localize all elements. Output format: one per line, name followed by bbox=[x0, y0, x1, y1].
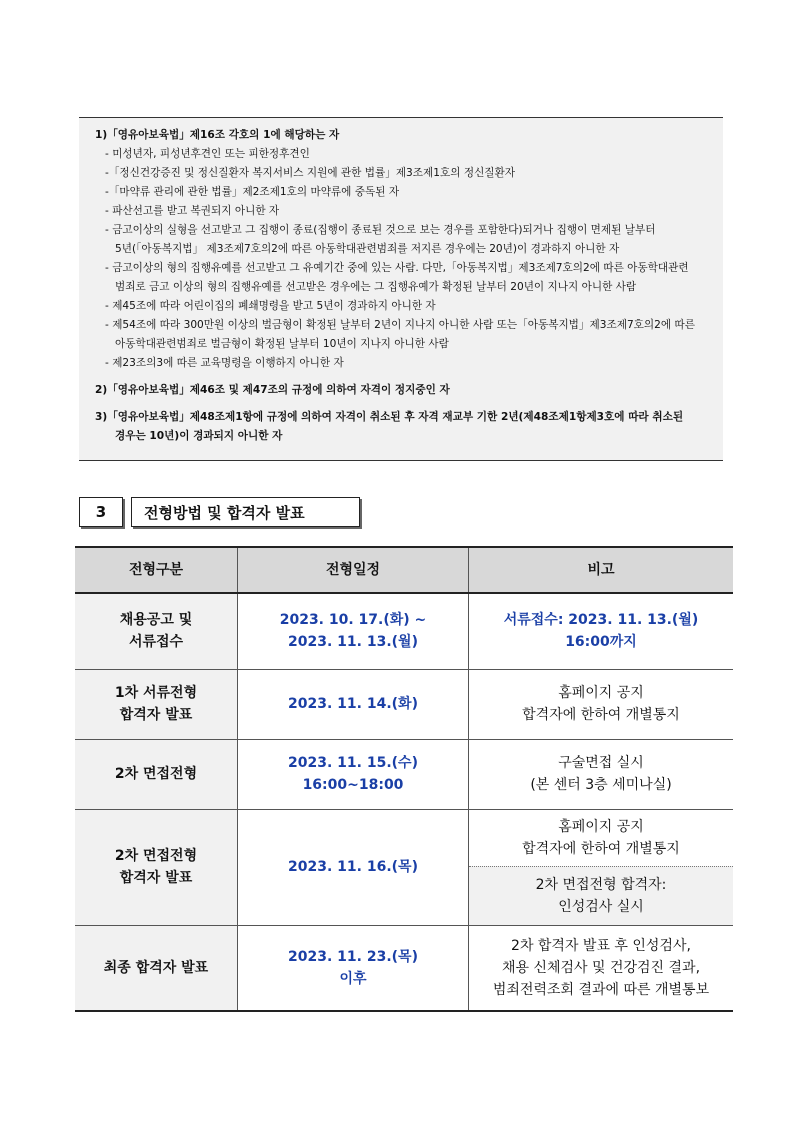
stage-cell: 채용공고 및 서류접수 bbox=[75, 593, 238, 669]
item1-line: - 파산선고를 받고 복권되지 아니한 자 bbox=[105, 205, 280, 217]
header-schedule: 전형일정 bbox=[238, 547, 469, 593]
item3-continuation: 경우는 10년)이 경과되지 아니한 자 bbox=[115, 430, 283, 442]
table-row bbox=[75, 739, 733, 809]
schedule-cell: 2023. 11. 23.(목) 이후 bbox=[238, 925, 469, 1011]
note-cell: 서류접수: 2023. 11. 13.(월) 16:00까지 bbox=[469, 593, 734, 669]
item1-line: -「마약류 관리에 관한 법률」제2조제1호의 마약류에 중독된 자 bbox=[105, 186, 400, 198]
section-number: 3 bbox=[79, 497, 123, 527]
table-header-row bbox=[75, 547, 733, 593]
note-cell: 홈페이지 공지 합격자에 한하여 개별통지 bbox=[469, 809, 734, 866]
note-cell: 구술면접 실시 (본 센터 3층 세미나실) bbox=[469, 739, 734, 809]
disqualification-box bbox=[79, 117, 723, 461]
schedule-cell: 2023. 11. 15.(수) 16:00~18:00 bbox=[238, 739, 469, 809]
schedule-cell: 2023. 10. 17.(화) ~ 2023. 11. 13.(월) bbox=[238, 593, 469, 669]
schedule-cell: 2023. 11. 14.(화) bbox=[238, 669, 469, 739]
section-title: 전형방법 및 합격자 발표 bbox=[131, 497, 360, 527]
stage-cell: 1차 서류전형 합격자 발표 bbox=[75, 669, 238, 739]
note-cell: 홈페이지 공지 합격자에 한하여 개별통지 bbox=[469, 669, 734, 739]
header-note: 비고 bbox=[469, 547, 734, 593]
item1-line: 아동학대관련범죄로 벌금형이 확정된 날부터 10년이 지나지 아니한 사람 bbox=[115, 338, 449, 350]
item1-line: 범죄로 금고 이상의 형의 집행유예를 선고받은 경우에는 그 집행유예가 확정된 날부터 20년이 지나지 아니한 사람 bbox=[115, 281, 637, 293]
table-row bbox=[75, 669, 733, 739]
item3-heading: 3)「영유아보육법」제48조제1항에 규정에 의하여 자격이 취소된 후 자격 재교부 기한 2년(제48조제1항제3호에 따라 취소된 bbox=[95, 411, 684, 423]
item1-heading: 1)「영유아보육법」제16조 각호의 1에 해당하는 자 bbox=[95, 129, 340, 141]
stage-cell: 2차 면접전형 합격자 발표 bbox=[75, 809, 238, 925]
schedule-cell: 2023. 11. 16.(목) bbox=[238, 809, 469, 925]
note-cell: 2차 합격자 발표 후 인성검사, 채용 신체검사 및 건강검진 결과, 범죄전력조회 결과에 따른 개별통보 bbox=[469, 925, 734, 1011]
item1-line: -「정신건강증진 및 정신질환자 복지서비스 지원에 관한 법률」제3조제1호의 정신질환자 bbox=[105, 167, 516, 179]
item1-line: - 금고이상의 실형을 선고받고 그 집행이 종료(집행이 종료된 것으로 보는 경우를 포함한다)되거나 집행이 면제된 날부터 bbox=[105, 224, 656, 236]
item1-line: - 금고이상의 형의 집행유예를 선고받고 그 유예기간 중에 있는 사람. 다만,「아동복지법」제3조제7호의2에 따른 아동학대관련 bbox=[105, 262, 689, 274]
item1-line: - 제23조의3에 따른 교육명령을 이행하지 아니한 자 bbox=[105, 357, 344, 369]
note-cell-sub: 2차 면접전형 합격자: 인성검사 실시 bbox=[469, 866, 734, 925]
table-row bbox=[75, 925, 733, 1011]
header-stage: 전형구분 bbox=[75, 547, 238, 593]
table-row bbox=[75, 809, 733, 866]
item2-heading: 2)「영유아보육법」제46조 및 제47조의 규정에 의하여 자격이 정지중인 자 bbox=[95, 384, 450, 396]
stage-cell: 2차 면접전형 bbox=[75, 739, 238, 809]
schedule-table bbox=[75, 546, 733, 1012]
table-row bbox=[75, 593, 733, 669]
item1-line: 5년(「아동복지법」 제3조제7호의2에 따른 아동학대관련범죄를 저지른 경우에는 20년)이 경과하지 아니한 자 bbox=[115, 243, 620, 255]
stage-cell: 최종 합격자 발표 bbox=[75, 925, 238, 1011]
item1-line: - 제45조에 따라 어린이집의 폐쇄명령을 받고 5년이 경과하지 아니한 자 bbox=[105, 300, 436, 312]
item1-line: - 미성년자, 피성년후견인 또는 피한정후견인 bbox=[105, 148, 310, 160]
item1-line: - 제54조에 따라 300만원 이상의 벌금형이 확정된 날부터 2년이 지나지 아니한 사람 또는「아동복지법」제3조제7호의2에 따른 bbox=[105, 319, 695, 331]
